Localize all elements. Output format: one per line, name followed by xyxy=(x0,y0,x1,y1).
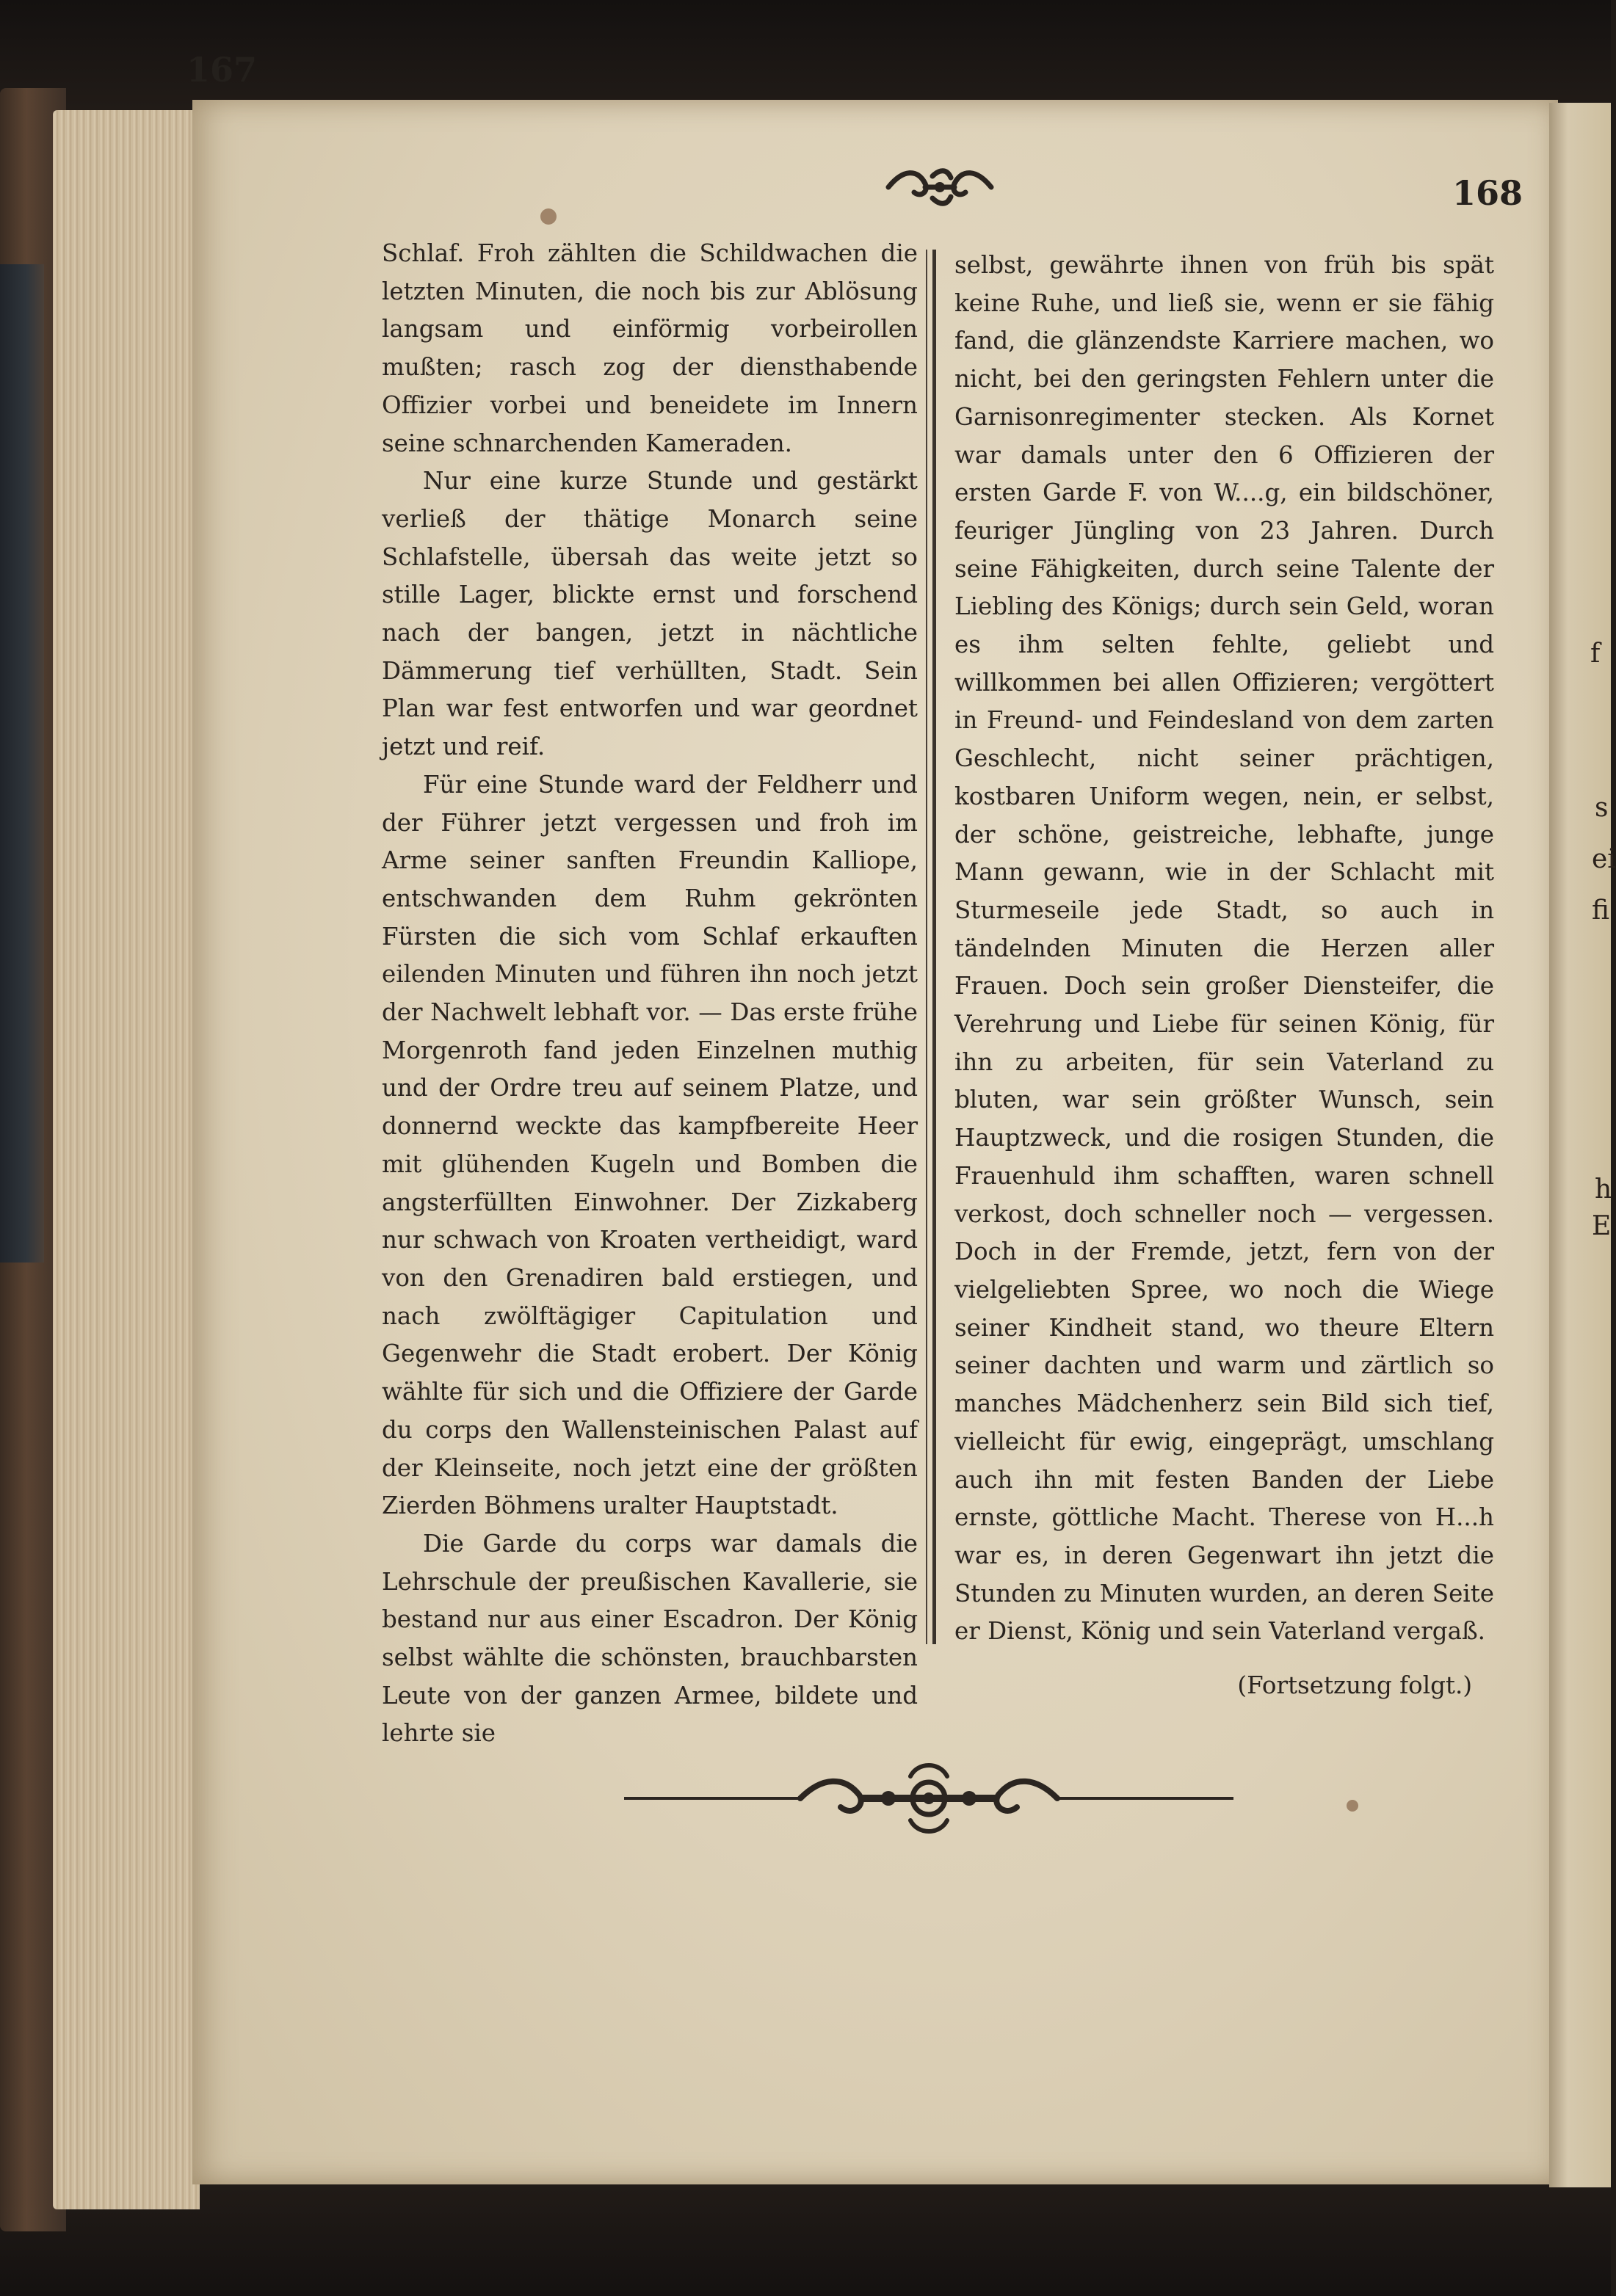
header-ornament-icon xyxy=(881,161,999,213)
next-page-fragment: h xyxy=(1595,1174,1612,1205)
next-page-fragment: f xyxy=(1590,639,1601,669)
paragraph: Nur eine kurze Stunde und gestärkt verließ der thätige Monarch seine Schlafstelle, übersah das weite jetzt so stille Lager, blickte ernst und forschend nach der bangen, jetzt in nächtliche Dämmerung tief verhüllten, Stadt. Sein Plan war fest entworfen und war geordnet jetzt und reif. xyxy=(382,467,918,761)
next-page-fragment: ei xyxy=(1592,844,1616,874)
paper-stain xyxy=(540,208,557,225)
paper-stain xyxy=(1347,1800,1358,1812)
paragraph: Schlaf. Froh zählten die Schildwachen die letzten Minuten, die noch bis zur Ablösung langsam und einförmig vorbeirollen mußten; rasch zog der diensthabende Offizier vorbei und beneidete im Innern seine schnarchenden Kameraden. xyxy=(382,239,918,457)
next-page-edge xyxy=(1549,103,1616,2187)
footer-ornament-icon xyxy=(624,1754,1233,1842)
next-page-fragment: fi xyxy=(1592,895,1610,926)
next-page-fragment: s xyxy=(1595,793,1609,823)
page-number-left: 167 xyxy=(186,50,258,90)
next-page-fragment: E xyxy=(1592,1211,1612,1241)
continuation-note: (Fortsetzung folgt.) xyxy=(1237,1671,1472,1700)
paragraph: Die Garde du corps war damals die Lehrschule der preußischen Kavallerie, sie bestand nur aus einer Escadron. Der König selbst wählte die schönsten, brauchbarsten Leute von der ganzen Armee, bildete und lehrte sie xyxy=(382,1529,918,1748)
column-divider xyxy=(932,250,936,1644)
paragraph: Für eine Stunde ward der Feldherr und der Führer jetzt vergessen und froh im Arme seiner sanften Freundin Kalliope, entschwanden dem Ruhm gekrönten Fürsten die sich vom Schlaf erkauften eilenden Minuten und führen ihn noch jetzt der Nachwelt lebhaft vor. — Das erste frühe Morgenroth fand jeden Einzelnen muthig und der Ordre treu auf seinem Platze, und donnernd weckte das kampfbereite Heer mit glühenden Kugeln und Bomben die angsterfüllten Einwohner. Der Zizkaberg nur schwach von Kroaten vertheidigt, ward von den Grenadiren bald erstiegen, und nach zwölftägiger Capitulation und Gegenwehr die Stadt erobert. Der König wählte für sich und die Offiziere der Garde du corps den Wallensteinischen Palast auf der Kleinseite, noch jetzt eine der größten Zierden Böhmens uralter Hauptstadt. xyxy=(382,770,918,1520)
left-column-text xyxy=(382,235,918,1753)
right-column-text xyxy=(954,247,1494,1705)
paragraph: selbst, gewährte ihnen von früh bis spät keine Ruhe, und ließ sie, wenn er sie fähig fand, die glänzendste Karriere machen, wo nicht, bei den geringsten Fehlern unter die Garnisonregimenter stecken. Als Kornet war damals unter den 6 Offizieren der ersten Garde F. von W....g, ein bildschöner, feuriger Jüngling von 23 Jahren. Durch seine Fähigkeiten, durch seine Talente der Liebling des Königs; durch sein Geld, woran es ihm selten fehlte, geliebt und willkommen bei allen Offizieren; vergöttert in Freund- und Feindesland von dem zarten Geschlecht, nicht seiner prächtigen, kostbaren Uniform wegen, nein, er selbst, der schöne, geistreiche, lebhafte, junge Mann gewann, wie in der Schlacht mit Sturmeseile jede Stadt, so auch in tändelnden Minuten die Herzen aller Frauen. Doch sein großer Diensteifer, die Verehrung und Liebe für seinen König, für ihn zu arbeiten, für sein Vaterland zu bluten, war sein größter Wunsch, sein Hauptzweck, und die rosigen Stunden, die Frauenhuld ihm schafften, waren schnell verkost, doch schneller noch — vergessen. Doch in der Fremde, jetzt, fern von der vielgeliebten Spree, wo noch die Wiege seiner Kindheit stand, wo theure Eltern seiner dachten und warm und zärtlich so manches Mädchenherz sein Bild sich tief, vielleicht für ewig, eingeprägt, umschlang auch ihn mit festen Banden der Liebe ernste, göttliche Macht. Therese von H...h war es, in deren Gegenwart ihn jetzt die Stunden zu Minuten wurden, an deren Seite er Dienst, König und sein Vaterland vergaß. xyxy=(954,251,1494,1646)
page-edges xyxy=(53,110,200,2209)
page-number-right: 168 xyxy=(1452,173,1523,213)
cover-wear xyxy=(0,264,44,1263)
